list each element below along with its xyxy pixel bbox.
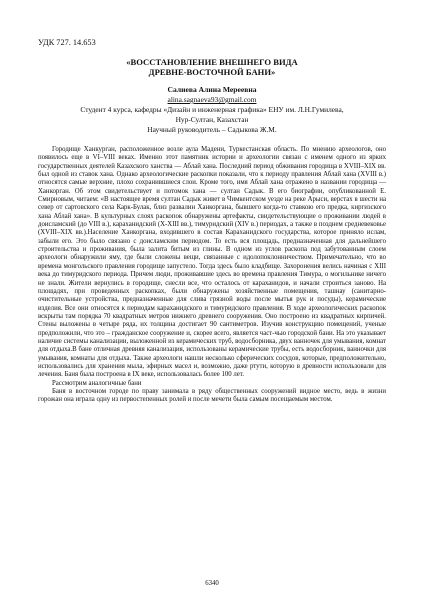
author-email[interactable]: alina.sagnaeva93@gmail.com (167, 95, 257, 104)
body-paragraph: Баня в восточном городе по праву занимала в ряду общественных сооружений видное место, ведь в жизни горожан она играла одну из первостепенных ролей и после мечети была самым посещаемым местом. (38, 387, 386, 404)
page-number: 6340 (205, 580, 219, 587)
author-affiliation-line1: Студент 4 курса, кафедры «Дизайн и инженерная графика» ЕНУ им. Л.Н.Гумилева, (80, 105, 344, 114)
body-paragraph: Городище Ханкурган, расположенное возле аула Мадени, Туркестанская область. По мнению археологов, оно появилось еще в VI–VIII веках. Именно этот памятник истории и археологии связан с именем одного из ярких государственных деятелей Казахского ханства — Аблай хана. Последний период обживания городища в XVIII–XIX вв. был одной из ставок хана. Однако археологические раскопки показали, что к периоду правления Аблай хана (XVIII в.) относятся самые верхние, плохо сохранившиеся слои. Кроме того, имя Аблай хана отражено в названии городища — Ханкорган. Об этом свидетельствует и потомок хана — султан Садык. В его биографии, опубликованной Е. Смирновым, читаем: «В настоящее время султан Садык живет в Чимкентском уезде на реке Арыси, верстах в шести на север от сартовского села Карк-Булак, близ развалин Ханкоргана, бывшего когда-то ставкою его предка, киргизского хана Аблай хана». В культурных слоях раскопок обнаружены артефакты, свидетельствующие о проживании людей в доисламский (до VIII в.), караханидский (X-XIII вв.), тимуридский (XIV в.) периодах, а также в позднем средневековье (XVIII–XIX вв.).Население Ханкоргана, входившего в состав Караханидского государства, которое приняло ислам, забыли его. Это было связано с доисламским периодом. То есть вся площадь, предназначенная для дальнейшего строительства и проживания, была залита битым из глины. В одном из углов раскопа под забутованным слоем археологи обнаружили яму, где были сложены вещи, связанные с идолопоклонничеством. Примечательно, что во времена монгольского правления городище запустело. Тогда здесь было кладбище. Захоронения велись начиная с XIII века до тимуридского периода. Причем люди, проживавшие здесь во времена правления Тимура, о могильнике ничего не знали. Жители вернулись в городище, снесли все, что осталось от караханидов, и начали строиться заново. На площадях, при проведенных раскопках, были обнаружены хозяйственные помещения, ташнау (санитарно- очистительные устройства, предназначенные для слива грязной воды после мытья рук и посуды), керамические изделия. Все они относятся к периодам караханидского и тимуридского правления. В ходе археологических раскопок вскрыты там порядка 70 квадратных метров нижнего древнего сооружения. Оно построено из квадратных кирпичей. Стены выложены в четыре ряда, их толщина достигает 90 сантиметров. Изучив конструкцию помещений, ученые предположили, что это – гражданское сооружение и, скорее всего, является част-чью городской бани. На это указывает наличие системы канализации, выложенной из керамических труб, водосборника, двух ванночек для умывания, комнат для отдыха.В бане отличная древняя канализация, использованы керамические трубы, есть водосборник, ванночки для умывания, комнаты для отдыха. Также археологи нашли несколько сферических сосудов, которые, предположительно, использовались для хранения мыла, эфирных масел и, возможно, даже ртути, которую в древности использовали для лечения. Баня была построена в IX веке, использовалась более 100 лет. (38, 146, 386, 379)
article-title-line1: «ВОССТАНОВЛЕНИЕ ВНЕШНЕГО ВИДА (126, 57, 298, 67)
author-affiliation-line2: Нур-Султан, Казахстан (175, 115, 249, 124)
author-name: Салиева Алина Мереевна (167, 85, 257, 94)
supervisor: Научный руководитель – Садыкова Ж.М. (147, 125, 277, 134)
article-title (38, 57, 386, 77)
article-title-line2: ДРЕВНЕ-ВОСТОЧНОЙ БАНИ» (148, 67, 276, 77)
article-body (38, 146, 386, 405)
udk-code: УДК 727. 14.653 (38, 38, 96, 47)
author-block (38, 85, 386, 135)
body-paragraph: Рассмотрим аналогичные бани (52, 379, 142, 387)
